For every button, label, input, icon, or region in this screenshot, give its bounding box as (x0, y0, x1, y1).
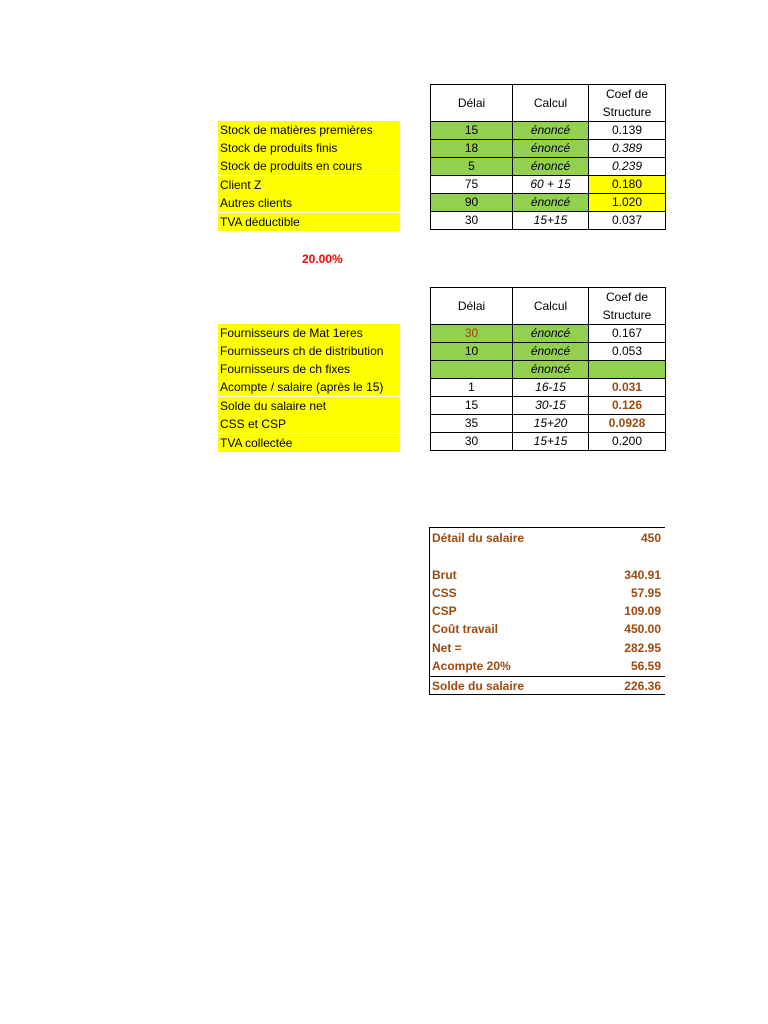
t1-label-0: Stock de matières premières (218, 121, 400, 139)
t2-coef-6: 0.200 (589, 433, 666, 451)
list-item (432, 620, 663, 638)
table-row (431, 194, 666, 212)
t2-calcul-6: 15+15 (513, 433, 589, 451)
t1-delai-5: 30 (431, 212, 513, 230)
t1-label-4: Autres clients (218, 194, 400, 212)
t2-delai-5: 35 (431, 415, 513, 433)
salary-label-1: CSS (432, 586, 457, 600)
list-item (432, 677, 663, 695)
list-item (432, 566, 663, 584)
salary-label-0: Brut (432, 568, 457, 582)
table-row (431, 140, 666, 158)
t2-coef-3: 0.031 (589, 379, 666, 397)
salary-label-2: CSP (432, 604, 457, 618)
t2-delai-6: 30 (431, 433, 513, 451)
table-row (431, 397, 666, 415)
t1-label-1: Stock de produits finis (218, 139, 400, 157)
t2-header-coef: Coef de Structure (589, 288, 666, 325)
t2-calcul-4: 30-15 (513, 397, 589, 415)
list-item (432, 639, 663, 657)
t1-header-coef: Coef de Structure (589, 85, 666, 122)
salary-value-3: 450.00 (624, 622, 661, 636)
salary-label-4: Net = (432, 641, 462, 655)
t2-label-3: Acompte / salaire (après le 15) (218, 378, 400, 396)
rate-value: 20.00% (302, 252, 343, 266)
t1-header-calcul: Calcul (513, 85, 589, 122)
salary-value-5: 56.59 (630, 659, 661, 673)
salary-value-1: 57.95 (630, 586, 661, 600)
t2-delai-2 (431, 361, 513, 379)
t2-label-6: TVA collectée (218, 434, 400, 452)
t1-delai-0: 15 (431, 122, 513, 140)
t1-label-5: TVA déductible (218, 213, 400, 231)
salary-total-value: 226.36 (624, 679, 661, 693)
t1-label-2: Stock de produits en cours (218, 157, 400, 175)
t2-label-1: Fournisseurs ch de distribution (218, 342, 400, 360)
t1-delai-4: 90 (431, 194, 513, 212)
t1-calcul-0: énoncé (513, 122, 589, 140)
salary-title: Détail du salaire (432, 531, 525, 545)
salary-value-4: 282.95 (624, 641, 661, 655)
table-row (431, 361, 666, 379)
t2-label-5: CSS et CSP (218, 415, 400, 433)
t1-label-3: Client Z (218, 176, 400, 194)
t1-coef-5: 0.037 (589, 212, 666, 230)
t2-coef-1: 0.053 (589, 343, 666, 361)
t1-calcul-2: énoncé (513, 158, 589, 176)
salary-value-0: 340.91 (624, 568, 661, 582)
salary-title-value: 450 (640, 531, 661, 545)
t1-coef-1: 0.389 (589, 140, 666, 158)
list-item (432, 584, 663, 602)
t2-coef-2 (589, 361, 666, 379)
t2-delai-1: 10 (431, 343, 513, 361)
table-1 (430, 84, 666, 230)
table-row (431, 176, 666, 194)
table-row (431, 433, 666, 451)
t1-delai-2: 5 (431, 158, 513, 176)
t2-calcul-2: énoncé (513, 361, 589, 379)
t2-coef-0: 0.167 (589, 325, 666, 343)
salary-detail-box (429, 527, 665, 695)
list-item (432, 657, 663, 675)
t2-calcul-1: énoncé (513, 343, 589, 361)
table-row (431, 415, 666, 433)
table-row (431, 343, 666, 361)
t2-delai-0: 30 (431, 325, 513, 343)
t2-header-calcul: Calcul (513, 288, 589, 325)
t1-delai-1: 18 (431, 140, 513, 158)
table-row (431, 158, 666, 176)
t2-header-delai: Délai (431, 288, 513, 325)
t2-label-4: Solde du salaire net (218, 397, 400, 415)
salary-label-3: Coût travail (432, 622, 499, 636)
t2-label-2: Fournisseurs de ch fixes (218, 360, 400, 378)
t1-coef-2: 0.239 (589, 158, 666, 176)
t1-calcul-4: énoncé (513, 194, 589, 212)
t1-coef-3: 0.180 (589, 176, 666, 194)
table-row (431, 325, 666, 343)
table-row (431, 379, 666, 397)
t1-calcul-3: 60 + 15 (513, 176, 589, 194)
t1-coef-0: 0.139 (589, 122, 666, 140)
t2-calcul-5: 15+20 (513, 415, 589, 433)
t2-label-0: Fournisseurs de Mat 1eres (218, 324, 400, 342)
t1-calcul-5: 15+15 (513, 212, 589, 230)
t1-calcul-1: énoncé (513, 140, 589, 158)
list-item (432, 602, 663, 620)
t2-calcul-0: énoncé (513, 325, 589, 343)
t2-coef-5: 0.0928 (589, 415, 666, 433)
t1-header-delai: Délai (431, 85, 513, 122)
t2-coef-4: 0.126 (589, 397, 666, 415)
t1-delai-3: 75 (431, 176, 513, 194)
t2-delai-4: 15 (431, 397, 513, 415)
table-row (431, 212, 666, 230)
table-2 (430, 287, 666, 451)
salary-value-2: 109.09 (624, 604, 661, 618)
salary-total-label: Solde du salaire (432, 679, 525, 693)
t2-calcul-3: 16-15 (513, 379, 589, 397)
t2-delai-3: 1 (431, 379, 513, 397)
salary-label-5: Acompte 20% (432, 659, 511, 673)
t1-coef-4: 1.020 (589, 194, 666, 212)
table-row (431, 122, 666, 140)
